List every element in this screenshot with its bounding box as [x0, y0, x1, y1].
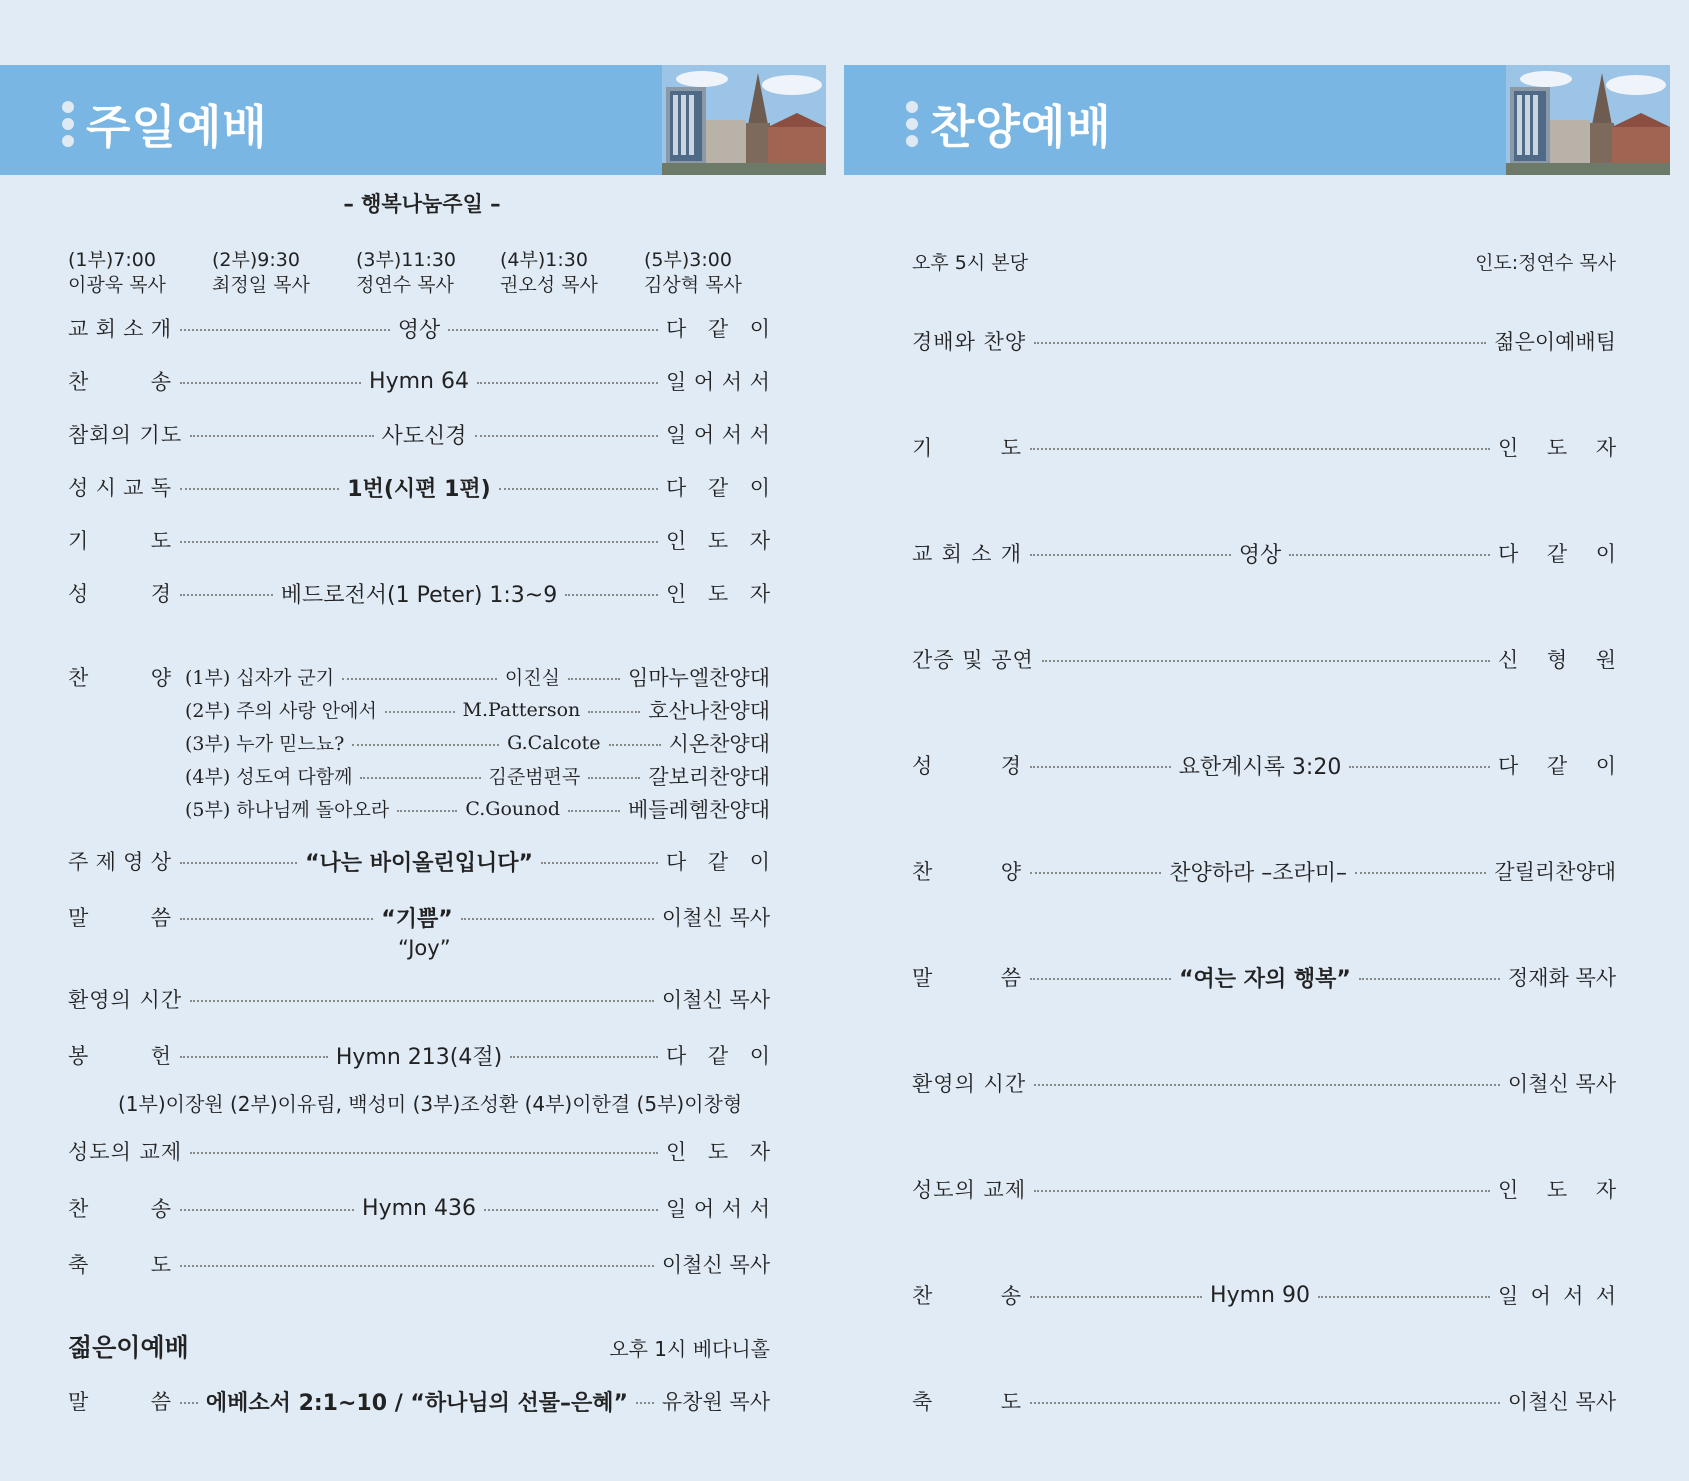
row-leader: 갈릴리찬양대	[1494, 860, 1617, 884]
order-row	[912, 962, 1616, 992]
order-row	[68, 1193, 770, 1223]
row-leader: 젊은이예배팀	[1494, 330, 1616, 354]
dot-leader	[461, 918, 654, 920]
order-row	[912, 1068, 1616, 1098]
praise-title: (2부) 주의 사랑 안에서	[185, 700, 377, 722]
service-time-5: (5부)3:00 김상혁 목사	[644, 249, 742, 296]
row-label: 교 회 소 개	[912, 542, 1022, 566]
row-leader: 인 도 자	[666, 1140, 770, 1164]
row-content: Hymn 64	[369, 368, 469, 394]
dot-leader	[1034, 1190, 1490, 1192]
praise-title: (4부) 성도여 다함께	[185, 766, 353, 788]
row-leader: 일 어 서 서	[666, 423, 770, 447]
order-row	[912, 1174, 1616, 1204]
dot-leader	[1030, 1296, 1202, 1298]
service-time-2: (2부)9:30 최정일 목사	[212, 249, 310, 296]
row-leader: 이철신 목사	[1507, 1390, 1616, 1414]
dot-leader	[588, 711, 640, 713]
row-label: 기 도	[912, 436, 1022, 460]
row-label: 축 도	[912, 1390, 1022, 1414]
order-row	[68, 1040, 770, 1070]
dot-leader	[1030, 1402, 1500, 1404]
order-row	[912, 1280, 1616, 1310]
row-leader: 다 같 이	[666, 317, 770, 341]
row-label: 환영의 시간	[68, 988, 183, 1012]
praise-title: (1부) 십자가 군기	[185, 667, 335, 689]
row-leader: 인 도 자	[666, 582, 770, 606]
row-label: 성도의 교제	[68, 1140, 183, 1164]
praise-choir: 임마누엘찬양대	[627, 665, 770, 690]
dot-leader	[1042, 660, 1490, 662]
row-label: 봉 헌	[68, 1044, 172, 1068]
church-photo	[662, 65, 826, 175]
row-leader: 이철신 목사	[661, 906, 771, 930]
row-leader: 일 어 서 서	[666, 1197, 770, 1221]
dot-leader	[385, 711, 455, 713]
order-row	[912, 750, 1616, 780]
praise-item	[185, 660, 770, 693]
dot-leader	[190, 1152, 658, 1154]
dot-leader	[1030, 448, 1490, 450]
dot-leader	[1034, 342, 1486, 344]
section-title: 찬양예배	[906, 91, 1112, 157]
dot-leader	[1030, 872, 1161, 874]
dot-leader	[1030, 978, 1171, 980]
row-leader: 정재화 목사	[1507, 966, 1617, 990]
row-label: 성도의 교제	[912, 1178, 1027, 1202]
row-leader: 유창원 목사	[661, 1390, 770, 1414]
praise-composer: 김준범편곡	[488, 766, 581, 788]
dot-leader	[588, 777, 640, 779]
order-row	[68, 1386, 770, 1416]
dot-leader	[180, 488, 339, 490]
order-row	[912, 1386, 1616, 1416]
order-row	[68, 472, 770, 502]
row-label: 성 경	[68, 582, 172, 606]
row-label: 찬 송	[912, 1284, 1022, 1308]
dot-leader	[1359, 978, 1500, 980]
row-label: 축 도	[68, 1253, 172, 1277]
dot-leader	[190, 1000, 654, 1002]
bullet-icon	[906, 101, 918, 147]
row-leader: 다 같 이	[1498, 754, 1616, 778]
row-content: Hymn 436	[362, 1195, 476, 1221]
dot-leader	[352, 744, 499, 746]
dot-leader	[1030, 554, 1231, 556]
order-row	[68, 1136, 770, 1166]
row-leader: 이철신 목사	[1507, 1072, 1616, 1096]
order-row	[68, 419, 770, 449]
praise-item	[185, 759, 770, 792]
row-content: “여는 자의 행복”	[1179, 966, 1351, 992]
row-content: 찬양하라 –조라미–	[1169, 860, 1348, 886]
row-content: “기쁨”	[381, 906, 453, 932]
dot-leader	[180, 594, 273, 596]
row-leader: 인 도 자	[1498, 1178, 1616, 1202]
section-title: 주일예배	[62, 91, 268, 157]
praise-title: (5부) 하나님께 돌아오라	[185, 799, 390, 821]
dot-leader	[475, 435, 658, 437]
praise-composer: G.Calcote	[507, 731, 601, 754]
praise-choir: 갈보리찬양대	[648, 764, 770, 789]
dot-leader	[180, 1265, 654, 1267]
row-content: 영상	[397, 317, 441, 343]
row-label: 찬 양	[68, 666, 172, 690]
row-leader: 다 같 이	[666, 476, 770, 500]
order-row	[68, 525, 770, 555]
dot-leader	[342, 678, 497, 680]
time-place: 오후 5시 본당	[912, 252, 1028, 274]
leader: 인도:정연수 목사	[1475, 252, 1616, 274]
dot-leader	[484, 1209, 658, 1211]
dot-leader	[568, 810, 620, 812]
praise-service-page	[844, 0, 1688, 1481]
row-label: 성 경	[912, 754, 1022, 778]
order-row	[912, 538, 1616, 568]
dot-leader	[568, 678, 620, 680]
row-content: 사도신경	[381, 423, 467, 449]
service-time-4: (4부)1:30 권오성 목사	[500, 249, 598, 296]
bullet-icon	[62, 101, 74, 147]
dot-leader	[1289, 554, 1490, 556]
dot-leader	[541, 862, 658, 864]
row-leader: 일 어 서 서	[666, 370, 770, 394]
section-header	[0, 65, 826, 175]
row-leader: 인 도 자	[666, 529, 770, 553]
row-leader: 이철신 목사	[661, 1253, 770, 1277]
row-label: 말 씀	[68, 1390, 172, 1414]
row-label: 환영의 시간	[912, 1072, 1027, 1096]
row-label: 찬 송	[68, 1197, 172, 1221]
dot-leader	[190, 435, 373, 437]
dot-leader	[1349, 766, 1490, 768]
row-label: 기 도	[68, 529, 172, 553]
dot-leader	[397, 810, 457, 812]
dot-leader	[180, 918, 373, 920]
dot-leader	[180, 1209, 354, 1211]
praise-composer: M.Patterson	[462, 698, 581, 721]
praise-item	[185, 693, 770, 726]
dot-leader	[1030, 766, 1171, 768]
dot-leader	[180, 329, 390, 331]
row-content: “나는 바이올린입니다”	[305, 850, 533, 876]
row-label: 말 씀	[912, 966, 1022, 990]
dot-leader	[565, 594, 658, 596]
youth-service-title: 젊은이예배	[68, 1333, 189, 1362]
row-leader: 다 같 이	[666, 850, 770, 874]
order-row	[912, 644, 1616, 674]
row-label: 찬 송	[68, 370, 172, 394]
praise-choir: 시온찬양대	[668, 731, 770, 756]
row-label: 말 씀	[68, 906, 172, 930]
praise-choir: 베들레헴찬양대	[627, 797, 770, 822]
dot-leader	[609, 744, 661, 746]
subtitle: – 행복나눔주일 –	[343, 192, 501, 216]
praise-item	[185, 726, 770, 759]
row-leader: 일 어 서 서	[1498, 1284, 1616, 1308]
dot-leader	[180, 862, 297, 864]
dot-leader	[636, 1402, 654, 1404]
section-header	[844, 65, 1670, 175]
order-row	[68, 578, 770, 608]
dot-leader	[1318, 1296, 1490, 1298]
offering-names: (1부)이장원 (2부)이유림, 백성미 (3부)조성환 (4부)이한결 (5부)이창형	[118, 1092, 743, 1116]
dot-leader	[510, 1056, 658, 1058]
service-info	[912, 248, 1616, 275]
praise-choir: 호산나찬양대	[648, 698, 770, 723]
row-content: 요한계시록 3:20	[1178, 754, 1342, 780]
dot-leader	[448, 329, 658, 331]
sermon-title-en: “Joy”	[398, 936, 451, 960]
order-row	[68, 366, 770, 396]
row-content: 1번(시편 1편)	[347, 476, 491, 502]
order-row	[68, 984, 770, 1014]
youth-service-place: 오후 1시 베다니홀	[609, 1337, 770, 1361]
row-label: 경배와 찬양	[912, 330, 1027, 354]
row-label: 성 시 교 독	[68, 476, 172, 500]
row-label: 간증 및 공연	[912, 648, 1034, 672]
service-time-1: (1부)7:00 이광욱 목사	[68, 249, 166, 296]
order-row	[912, 326, 1616, 356]
row-leader: 다 같 이	[666, 1044, 770, 1068]
dot-leader	[180, 1056, 328, 1058]
dot-leader	[1034, 1084, 1500, 1086]
dot-leader	[180, 382, 361, 384]
order-row	[68, 1249, 770, 1279]
order-row	[68, 313, 770, 343]
row-label: 참회의 기도	[68, 423, 183, 447]
order-row	[68, 846, 770, 876]
praise-composer: 이진실	[504, 667, 560, 689]
order-row	[912, 856, 1616, 886]
row-leader: 신 형 원	[1498, 648, 1616, 672]
row-content: Hymn 213(4절)	[335, 1044, 503, 1070]
praise-composer: C.Gounod	[465, 797, 560, 820]
order-row	[68, 902, 770, 932]
praise-item	[185, 792, 770, 825]
row-label: 찬 양	[912, 860, 1022, 884]
order-row	[912, 432, 1616, 462]
row-label: 교 회 소 개	[68, 317, 172, 341]
praise-title: (3부) 누가 믿느뇨?	[185, 733, 345, 755]
dot-leader	[180, 541, 658, 543]
service-time-3: (3부)11:30 정연수 목사	[356, 249, 457, 296]
dot-leader	[360, 777, 480, 779]
sunday-service-page	[0, 0, 844, 1481]
row-content: Hymn 90	[1210, 1282, 1310, 1308]
row-content: 베드로전서(1 Peter) 1:3~9	[280, 582, 558, 608]
praise-list	[185, 660, 770, 825]
dot-leader	[180, 1402, 198, 1404]
row-content: 에베소서 2:1~10 / “하나님의 선물–은혜”	[205, 1390, 628, 1416]
row-leader: 다 같 이	[1498, 542, 1616, 566]
row-leader: 이철신 목사	[661, 988, 770, 1012]
row-content: 영상	[1238, 542, 1282, 568]
dot-leader	[499, 488, 658, 490]
service-times	[68, 248, 788, 298]
dot-leader	[477, 382, 658, 384]
row-leader: 인 도 자	[1498, 436, 1616, 460]
row-label: 주 제 영 상	[68, 850, 172, 874]
dot-leader	[1355, 872, 1486, 874]
church-photo	[1506, 65, 1670, 175]
